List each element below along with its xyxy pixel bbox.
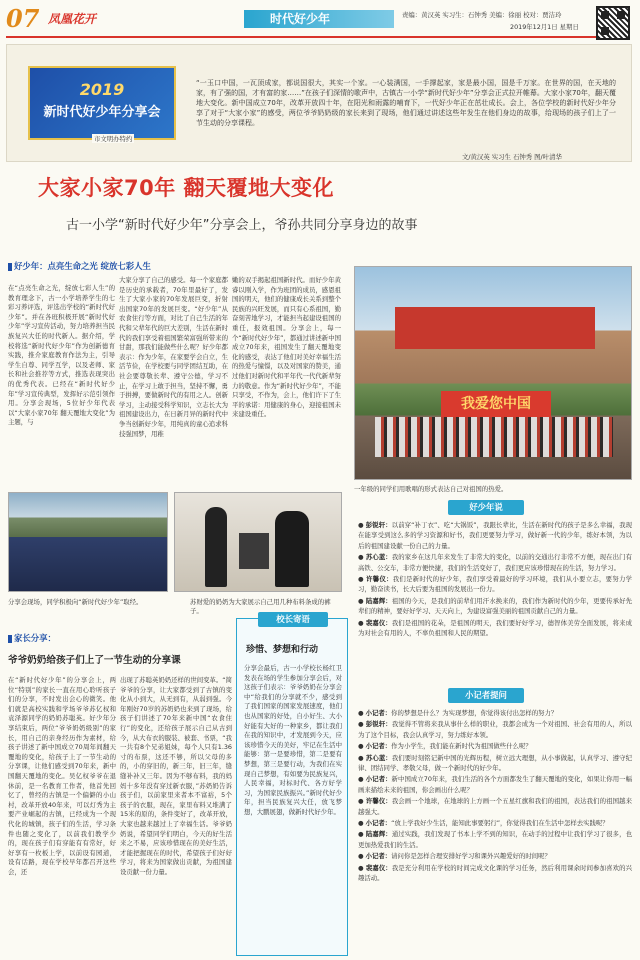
section2-col2: 出现了苏聪英奶奶还样的世间变革。“简爷爷的分享，让大家都受到了古镇的变化从小到大，从无到有，从弱到强。今年刚好70岁的苏奶奶也来到了现场，给孩子们讲述了70年来新中国“农食住行”的变化，还给孩子展示自己从古到今，从大布衣的服装、被套、书票，“我一共有8个兄弟姐妹，每个人只有1.36寸的布票，这还不够，所以父母的多的，小的穿旧的，新三年，旧三年，缝缝补补又三年。因为不够布料，我的妈妈十多年没有穿过新衣服，”苏奶奶告诉孩子们，以前家里来者本不富裕，5个孩子的衣服，现在，家里布料又堆满了15米的原的，条件变好了，改革开放，大家也越来越过上了幸福生活。爷爷奶奶说，希望同学们明白，今天的好生活来之不易，应该珍惜现在的美好生活，才能把握现在的时代，希望孩子们好好学习，将来为国家做出贡献，为祖国建设贡献一份力量。	[120, 676, 232, 876]
stage-banner: 我爱您中国	[441, 391, 551, 417]
reporter-text: 新中国成立70年来，我们生活的各个方面都发生了翻天覆地的变化，如果让你用一幅画来描绘未来的祖国，你会画出什么呢？	[358, 775, 632, 794]
reporter-speaker: 陆嘉辉：	[365, 830, 392, 839]
voices-speaker: 裴嘉仪：	[365, 618, 392, 627]
reporter-item: ● 小记者：“放上学我好少生活，能知此事要躬行”，你觉得我们在生活中怎样去实践呢？	[358, 819, 609, 828]
qr-code-icon	[596, 6, 630, 40]
page-number: 07	[6, 4, 40, 33]
lead-paragraph: “一玉口中国，一瓦顶成家，都说国很大，其实一个家。一心装满国，一手撑起家，家是最小国，国是千万家。在世界的国，在天地的家，有了强的国，才有富的家……”在孩子们深情的歌声中，古镇古一小学“新时代好少年”分享会正式拉开帷幕。大家小家70年，翻天覆地大变化。新中国成立70年，改革开放四十年，在阳光和雨露的哺育下，一代好少年正在茁壮成长。会上，各位学校的新时代好少年分享了对于“大家小家”的感受，两位爷爷奶奶级的家长来到了现场，他们通过讲述这些年发生在他们身边的故事，给现场的孩子们上了一节生动的分享课程。	[196, 79, 616, 127]
reporter-speaker: 小记者：	[365, 742, 392, 751]
headline: 大家小家70年 翻天覆地大变化	[38, 176, 335, 200]
section2-head-text: 家长分享：	[14, 633, 56, 643]
reporter-speaker: 小记者：	[365, 709, 392, 717]
reporter-text: “放上学我好少生活，能知此事要躬行”，你觉得我们在生活中怎样去实践呢？	[391, 819, 609, 828]
reporter-item: ● 苏心蓝：我们要时刻铭记新中国的光辉历程，树立远大理想，从小事做起，认真学习、遵守纪律、团结同学、孝敬父母，做一个新时代的好少年。	[358, 753, 632, 773]
reporter-speaker: 裴嘉仪：	[365, 863, 392, 872]
voices-text: 以前穿“补丁衣”、吃“大锅饭”，我跟长辈比，生活在新时代的孩子是多么幸福，我现在能享受到这么多的学习资源和好书，我们更要努力学习，做好新一代的少年，练好本领，为以后的祖国建设献一份自己的力量。	[358, 521, 632, 550]
reporter-text: 我觉得不管将来我从事什么样的职业，我都会成为一个对祖国、社会有用的人，所以为了这个目标，我会认真学习，努力练好本领。	[358, 720, 632, 739]
section1-head	[8, 260, 151, 272]
reporter-speaker: 小记者：	[365, 852, 392, 861]
voices-item: ● 裴嘉仪：我们是祖国的花朵，是祖国的明天，我们要好好学习，德智体美劳全面发展，将来成为对社会有用的人，不辜负祖国和人民的期望。	[358, 618, 632, 638]
reporter-text: 你的梦想是什么？为实现梦想，你觉得该付出怎样的努力？	[391, 709, 558, 717]
voices-item: ● 彭锐轩：以前穿“补丁衣”、吃“大锅饭”，我跟长辈比，生活在新时代的孩子是多么幸福，我现在能享受到这么多的学习资源和好书，我们更要努力学习，做好新一代的少年，练好本领，为以后的祖国建设献一份自己的力量。	[358, 521, 632, 550]
voices-speaker: 苏心蓝：	[365, 553, 392, 562]
section2-title: 爷爷奶奶给孩子们上了一节生动的分享课	[8, 655, 181, 666]
choir-photo	[354, 266, 632, 480]
section-marker-icon	[8, 635, 12, 643]
subheadline: 古一小学“新时代好少年”分享会上，爷孙共同分享身边的故事	[66, 218, 418, 233]
voices-speaker: 陆嘉辉：	[365, 596, 392, 605]
badge-year: 2019	[79, 80, 125, 99]
reporter-text: 通过实践，我们发现了书本上学不到的知识，在动手的过程中让我们学习了很多，也更加热爱我们的生活。	[358, 830, 632, 849]
reporter-text: 我是充分利用在学校的时间完成文化课的学习任务，然后利用课余时间参加喜欢的兴趣活动。	[358, 863, 632, 883]
event-badge	[28, 66, 176, 140]
voices-text: 我们是新时代的好少年，我们享受着最好的学习环境，我们从小要立志，要努力学习，勤奋读书，长大后要为祖国的发展出一份力。	[358, 575, 632, 594]
voices-text: 我们是祖国的花朵，是祖国的明天，我们要好好学习，德智体美劳全面发展，将来成为对社会有用的人，不辜负祖国和人民的期望。	[358, 618, 632, 638]
issue-date: 2019年12月1日 星期日	[510, 23, 579, 31]
reporter-item: ● 彭锐轩：我觉得不管将来我从事什么样的职业，我都会成为一个对祖国、社会有用的人，所以为了这个目标，我会认真学习，努力练好本领。	[358, 720, 632, 739]
section1-col3: 嫩的双手揭起祖国新时代。而好少年黄睿以刚入学，作为班团的成员，感恩祖国的明天，他们的健康成长关系到整个民族的兴旺发展，而只有心系祖国，勤奋刻苦地学习，才能担当起建设祖国的重任，报效祖国。分享会上，每一个“新时代好少年”，都通过讲述新中国成立70年来，祖国发生了翻天覆地变化的感受，表达了他们对美好幸福生活的热爱与憧憬，以及对国家的赞美，通过他们对新时代和平年代一代代新辈努力的敬意。作为“新时代好少年”，不能只享受，不作为，会上，他们许下了生平的承诺：用健康的身心，迎接祖国未来建设重任。	[232, 276, 341, 419]
voices-item: ● 苏心蓝：我的家乡在这几年来发生了非常大的变化，以前的交通出行非常不方便，现在出门有高铁、公交车，非常方便快捷，我们的生活变好了，我们更应该珍惜现在的生活，努力学习。	[358, 553, 632, 572]
reporter-item: ● 许馨仪：我会画一个地球，在地球的上方画一个五星红旗和我们的祖国，表达我们的祖国越来越强大。	[358, 797, 632, 816]
credits: 责编：黄汉英 实习生：石钟秀 美编：徐丽 校对：贾洁玲	[402, 11, 562, 19]
principal-title: 珍惜、梦想和行动	[246, 645, 319, 655]
grandma-photo	[174, 492, 342, 592]
stage-backdrop	[395, 307, 595, 349]
reporter-speaker: 许馨仪：	[365, 797, 392, 806]
section2-col1: 在“新时代好少年”的分享会上，两位“特别”的家长一直在用心聆听孩子们的分享，不时发出会心的微笑。他们就是高校实践和学场爷爷苏亿权和袁泽源同学的奶奶苏聪英。好少年分享结束后，两位“爷爷奶奶级别”的家长，用自己的亲身经历作为素材，给孩子讲述了新中国成立70周年间翻天覆地的变化，给孩子上了一节生动的分享课，让他们感受到70年来，新中国翻天覆地的变化。吴亿权爷爷在退休前，是一名教育工作者，他首先回忆了，曾经的古镇是一个偏僻的小山村，改革开放40年来，可以灯秀为主要产业崛起的古镇，已经成为一个现代化的城镇，孩子们的生活，学习条件也随之变化了，以前我们教学少的，现在孩子们有穿能有有常好，好好享有一枚板上学，以前设有园道，设有话路，现在学校早年都召开这些会，还	[8, 676, 116, 876]
section2-head	[8, 632, 56, 644]
reporter-list	[358, 708, 632, 956]
column-name: 凤凰花开	[48, 12, 97, 26]
section1-head-text: 好少年：点亮生命之光 绽放七彩人生	[14, 261, 151, 271]
section-band	[244, 10, 394, 28]
reporter-item: ● 小记者：你的梦想是什么？为实现梦想，你觉得该付出怎样的努力？	[358, 709, 558, 717]
patchwork-trousers	[239, 533, 269, 569]
voices-text: 我的家乡在这几年来发生了非常大的变化，以前的交通出行非常不方便，现在出门有高铁、公交车，非常方便快捷，我们的生活变好了，我们更应该珍惜现在的生活，努力学习。	[358, 553, 632, 572]
student-choir	[375, 417, 613, 457]
badge-title: 新时代好少年分享会	[43, 105, 161, 120]
badge-sub: 市文明办特约	[94, 135, 133, 143]
reporter-speaker: 苏心蓝：	[365, 753, 392, 762]
reporter-item: ● 小记者：请问你是怎样合理安排好学习和课外兴趣爱好的时间呢？	[358, 852, 551, 861]
reporter-text: 我会画一个地球，在地球的上方画一个五星红旗和我们的祖国，表达我们的祖国越来越强大。	[358, 797, 632, 816]
reporter-item: ● 小记者：新中国成立70年来，我们生活的各个方面都发生了翻天覆地的变化，如果让你用一幅画来描绘未来的祖国，你会画出什么呢？	[358, 775, 632, 794]
choir-photo-caption: 一年级的同学们用歌唱的形式表达自己对祖国的热爱。	[354, 485, 508, 493]
voices-tag: 好少年说	[448, 500, 524, 515]
voices-item: ● 许馨仪：我们是新时代的好少年，我们享受着最好的学习环境，我们从小要立志，要努力学习，勤奋读书，长大后要为祖国的发展出一份力。	[358, 575, 632, 594]
reporter-item: ● 陆嘉辉：通过实践，我们发现了书本上学不到的知识，在动手的过程中让我们学习了很多，也更加热爱我们的生活。	[358, 830, 632, 849]
voices-text: 祖国的今天，是我们的前辈们用汗水换来的，我们作为新时代的少年，更要传承好先辈们的精神，要好好学习、天天向上，为建设富强美丽的祖国贡献自己的力量。	[358, 596, 632, 616]
reporter-text: 请问你是怎样合理安排好学习和课外兴趣爱好的时间呢？	[391, 852, 551, 861]
section-marker-icon	[8, 263, 12, 271]
section1-col1: 在“点亮生命之光，绽放七彩人生”的教育理念下，古一小学培养学生的七彩习养评选，评选出学校的“新时代好少年”。并在各班积极开展“新时代好少年”学习宣传活动，努力培养担当民族复兴大任的时代新人。据介绍，学校将选“新时代好少年”作为创新德育实践，推介家庭教育作法为主，引导学生自尊、同学互学，以及老师、家长和社会推荐等方式，推选表现突出的优秀代表。已经在“新时代好少年”学习宣传典型，发挥好示范引领作用。分享会现场，5位好少年代表以“大家小家70年 翻天覆地大变化”为主题，与	[8, 284, 115, 427]
grandma-photo-caption: 苏财爱的奶奶为大家展示自己用几种布料条成的裤子。	[190, 598, 331, 615]
audience-photo-caption: 分享会现场，同学积极向“新时代好少年”取经。	[8, 598, 143, 606]
section1-col2: 大家分享了自己的感受。每一个家庭都是历史的承载者，70年里最好了，发生了大家小家的70年发展巨变，折射出国家70年的发展巨变。“好少年”从农食住行等方面，对比了自己生活的年代和父辈年代的巨大差别，生活在新时代的我们享受着祖国繁荣富强所带来的甘甜，那我们能做些什么呢？好少年都表示：作为少年，在家要学会自立，生活节俭，在学校要与同学团结互助，在社会要尊敬长辈、遵守公德，学习不止，在学习上敢于担当，坚持不懈，勇于拼搏，要做新时代的有用之人。创新学习，主动接受科学知识，立志长大为祖国建设出力，在日新月异的新时代中争当创新好少年，用纯真的童心追求科技强国梦，用稚	[119, 276, 228, 438]
reporter-item: ● 小记者：作为小学生，我们能在新时代为祖国做些什么呢？	[358, 742, 532, 751]
reporter-text: 我们要时刻铭记新中国的光辉历程，树立远大理想，从小事做起，认真学习、遵守纪律、团结同学、孝敬父母，做一个新时代的好少年。	[358, 753, 632, 773]
grandma-figure	[275, 511, 309, 587]
reporter-speaker: 彭锐轩：	[365, 720, 392, 729]
reporter-item: ● 裴嘉仪：我是充分利用在学校的时间完成文化课的学习任务，然后利用课余时间参加喜欢的兴趣活动。	[358, 863, 632, 883]
section-title: 时代好少年	[270, 12, 331, 26]
voices-speaker: 彭锐轩：	[365, 521, 392, 529]
reporter-speaker: 小记者：	[365, 775, 392, 784]
voices-list	[358, 520, 632, 670]
principal-text: 分享会最后，古一小学校长杨红卫发表在场的学生参加分享会后，对这孩子们表示：爷爷奶奶在分享会中“给我们的分享就不少，感受到了我们国家的国家发展速度，他们也从国家的好处，自小好生、大小好能有大好的一种家乡，都让我们在我的知识中，才发展到今天，应该珍惜今天的美好，牢记在生活中能够：第一是要珍惜，第二是要有梦想，第三是要行动，为我们在实现自己梦想，有如要为民族复兴，人民幸福，对标时代、各方好学习，为国家民族振兴。”新时代好少年，担当民族复兴大任，放飞梦想，大鹏展翅，做新时代好少年。	[244, 664, 342, 816]
reporter-text: 作为小学生，我们能在新时代为祖国做些什么呢？	[391, 742, 532, 751]
byline: 文/黄汉英 实习生 石钟秀 图/叶清华	[462, 153, 562, 161]
reporter-tag: 小记者提问	[448, 688, 524, 703]
audience-photo	[8, 492, 168, 592]
presenter-figure	[205, 507, 227, 587]
reporter-speaker: 小记者：	[365, 819, 392, 828]
voices-speaker: 许馨仪：	[366, 575, 393, 584]
header-rule	[6, 36, 628, 38]
principal-tag: 校长寄语	[258, 612, 328, 627]
voices-item: ● 陆嘉辉：祖国的今天，是我们的前辈们用汗水换来的，我们作为新时代的少年，更要传承好先辈们的精神，要好好学习、天天向上，为建设富强美丽的祖国贡献自己的力量。	[358, 596, 632, 616]
